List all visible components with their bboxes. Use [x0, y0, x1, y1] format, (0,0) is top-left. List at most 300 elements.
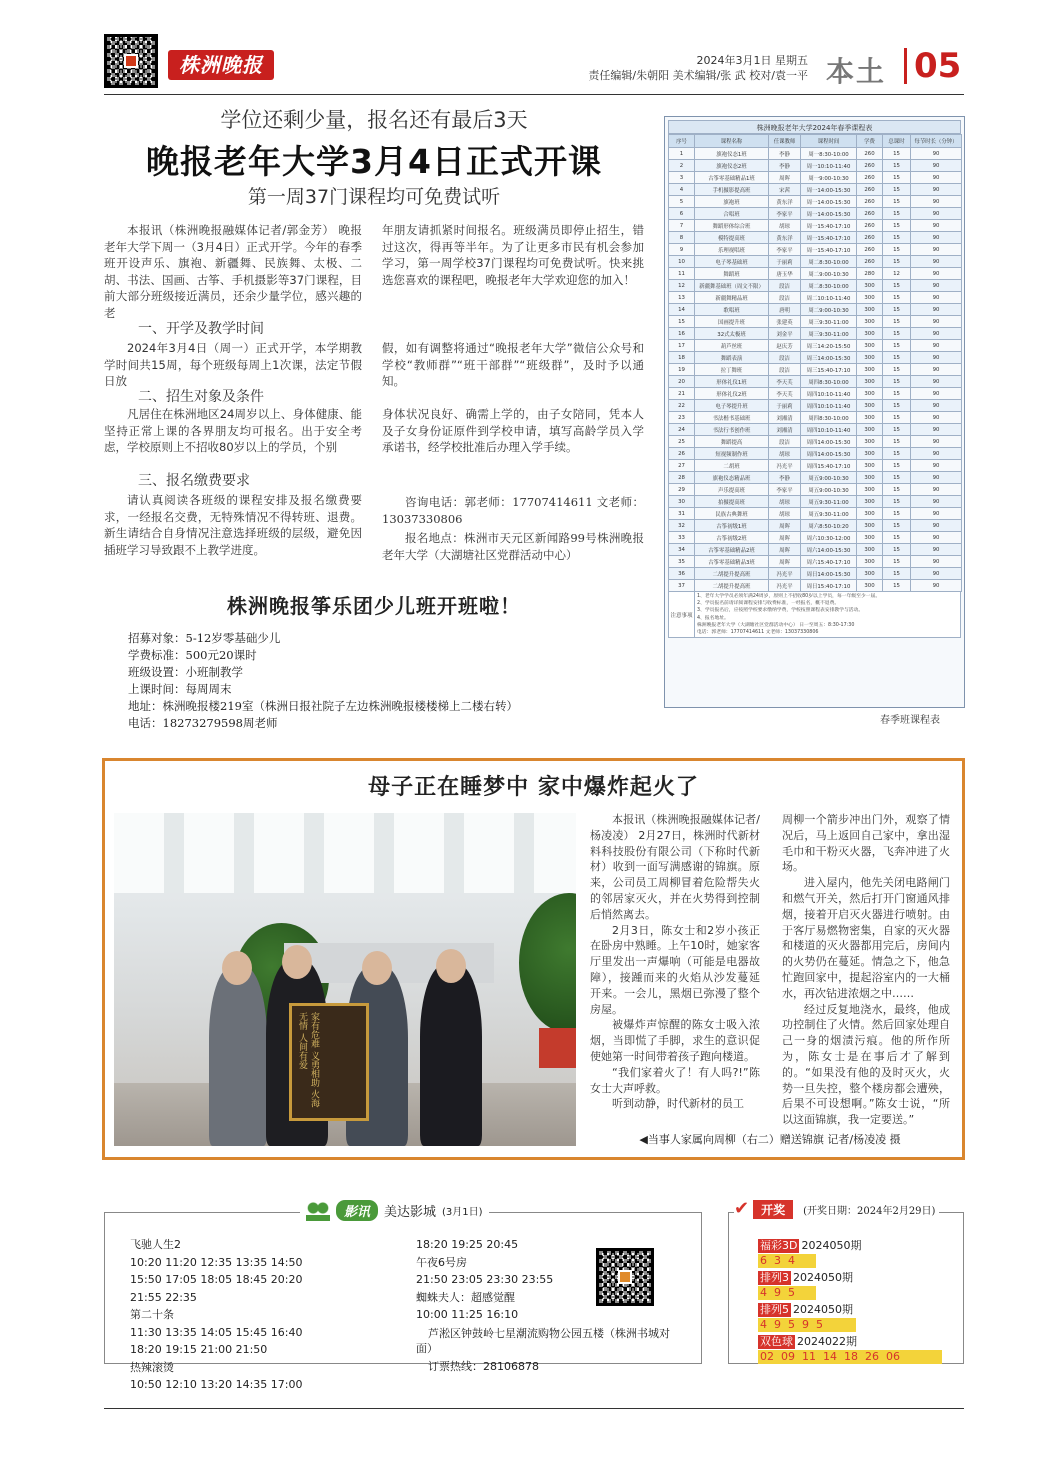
cinema-line: 热辣滚烫 — [130, 1360, 174, 1374]
guzheng-line: 学费标准：500元20课时 — [128, 648, 257, 662]
table-cell: 李家平 — [769, 484, 801, 496]
table-cell: 8 — [669, 232, 695, 244]
table-cell: 37 — [669, 580, 695, 592]
guzheng-line: 电话：18273279598周老师 — [128, 716, 278, 730]
table-row — [669, 388, 962, 400]
footer-rule — [104, 1408, 964, 1409]
intro-right: 年朋友请抓紧时间报名。班级满员即停止招生，错过这次，得再等半年。为了让更多市民有机会参加学习，第一周学校37门课程均可免费试听。快来挑选您喜欢的课程吧，晚报老年大学欢迎您的加入！ — [382, 223, 644, 287]
table-cell: 拍摄提高班 — [695, 496, 769, 508]
table-cell: 29 — [669, 484, 695, 496]
table-row — [669, 544, 962, 556]
table-row — [669, 268, 962, 280]
lottery-numbers: 02 09 11 14 18 26 06 — [758, 1350, 942, 1364]
table-cell: 周晖 — [769, 172, 801, 184]
table-cell: 90 — [911, 544, 962, 556]
table-cell: 10 — [669, 256, 695, 268]
table-cell: 周五9:00-10:30 — [801, 472, 857, 484]
table-cell: 90 — [911, 184, 962, 196]
schedule-note: 电话：郭老师：17707414611 文老师：13037330806 — [697, 630, 819, 636]
photo-head — [436, 949, 466, 983]
table-cell: 黄东洋 — [769, 196, 801, 208]
table-cell: 二胡提升提高班 — [695, 580, 769, 592]
table-cell: 电子琴基础班 — [695, 256, 769, 268]
photo-head — [282, 945, 312, 979]
section1-left: 2024年3月4日（周一）正式开学，本学期教学时间共15周，每个班级每周上1次课，法定节假日放 — [104, 341, 362, 388]
table-cell: 刘湘清 — [769, 424, 801, 436]
table-cell: 合唱班 — [695, 208, 769, 220]
table-cell: 34 — [669, 544, 695, 556]
table-cell: 90 — [911, 568, 962, 580]
story-paragraph: 被爆炸声惊醒的陈女士吸入浓烟，当即慌了手脚，求生的意识促使她第一时间带着孩子跑向楼道。 — [590, 1018, 760, 1063]
table-cell: 15 — [883, 484, 911, 496]
table-row — [669, 508, 962, 520]
table-cell: 300 — [857, 316, 883, 328]
table-cell: 宋茜 — [769, 184, 801, 196]
table-cell: 90 — [911, 508, 962, 520]
table-cell: 胡琼 — [769, 448, 801, 460]
table-cell: 胡琼 — [769, 220, 801, 232]
table-cell: 周二9:00-10:30 — [801, 304, 857, 316]
cinema-col2 — [416, 1236, 553, 1324]
table-cell: 5 — [669, 196, 695, 208]
table-cell: 21 — [669, 388, 695, 400]
table-cell: 90 — [911, 484, 962, 496]
photo-silk-banner — [289, 1003, 369, 1121]
table-cell: 36 — [669, 568, 695, 580]
table-cell: 15 — [883, 184, 911, 196]
cinema-line: 11:30 13:35 14:05 15:45 16:40 — [130, 1325, 303, 1339]
table-cell: 300 — [857, 460, 883, 472]
table-cell: 2 — [669, 160, 695, 172]
table-cell: 90 — [911, 244, 962, 256]
table-cell: 300 — [857, 340, 883, 352]
table-cell: 周一9:00-10:30 — [801, 172, 857, 184]
header-rule — [104, 94, 964, 95]
schedule-header-cell: 每节时长（分钟） — [911, 135, 962, 148]
table-cell: 300 — [857, 520, 883, 532]
table-cell: 300 — [857, 280, 883, 292]
table-row — [669, 160, 962, 172]
table-cell: 15 — [883, 400, 911, 412]
article-kicker: 学位还剩少量，报名还有最后3天 — [220, 108, 528, 132]
cinema-line: 18:20 19:25 20:45 — [416, 1238, 519, 1251]
table-cell: 90 — [911, 232, 962, 244]
table-cell: 旗袍班 — [695, 196, 769, 208]
photo-banner-text: 家有危难 义勇相助 火海无情 人间有爱 — [297, 1012, 319, 1108]
lottery-period: 2024050期 — [793, 1271, 853, 1284]
table-row — [669, 496, 962, 508]
table-row — [669, 148, 962, 160]
table-cell: 300 — [857, 292, 883, 304]
table-cell: 23 — [669, 412, 695, 424]
table-row — [669, 292, 962, 304]
lottery-name: 双色球 — [760, 1335, 793, 1348]
table-cell: 15 — [883, 424, 911, 436]
table-cell: 冯光平 — [769, 568, 801, 580]
masthead-logo: 株洲晚报 — [168, 50, 274, 80]
table-cell: 15 — [883, 208, 911, 220]
table-cell: 周三14:00-15:30 — [801, 352, 857, 364]
section1-title: 一、开学及教学时间 — [138, 321, 264, 337]
lottery-numbers: 4 9 5 9 5 — [758, 1318, 856, 1332]
table-cell: 90 — [911, 532, 962, 544]
table-cell: 胡琼 — [769, 496, 801, 508]
table-cell: 旗袍仪态1班 — [695, 148, 769, 160]
table-cell: 冯光平 — [769, 460, 801, 472]
story-paragraph: 2月3日，陈女士和2岁小孩正在卧房中熟睡。上午10时，她家客厅里发出一声爆响（可能是电器故障），接踵而来的火焰从沙发蔓延开来。一会儿，黑烟已弥漫了整个房屋。 — [590, 923, 760, 1016]
table-cell: 15 — [883, 244, 911, 256]
lottery-period: 2024050期 — [793, 1303, 853, 1316]
cinema-line: 10:00 11:25 16:10 — [416, 1308, 519, 1321]
section1-right: 假，如有调整将通过“晚报老年大学”微信公众号和学校“教师群”“班干部群”“班级群”，及时予以通知。 — [382, 341, 644, 388]
table-row — [669, 436, 962, 448]
table-row — [669, 412, 962, 424]
signup-address: 报名地点：株洲市天元区新闻路99号株洲晚报老年大学（大湖塘社区党群活动中心） — [382, 531, 644, 562]
lottery-numbers: 4 9 5 — [758, 1286, 816, 1300]
table-cell: 舞蹈提高 — [695, 436, 769, 448]
table-cell: 300 — [857, 508, 883, 520]
table-row — [669, 424, 962, 436]
story-paragraph: “我们家着火了！有人吗?!”陈女士大声呼救。 — [590, 1065, 760, 1095]
story-paragraph: 本报讯（株洲晚报融媒体记者/杨凌凌） 2月27日，株洲时代新材料科技股份有限公司（下称时代新材）收到一面写满感谢的锦旗。原来，公司员工周柳冒着危险帮失火的邻居家灭火，并在火势得到控制后悄然离去。 — [590, 813, 760, 921]
table-cell: 古筝零基础精品1班 — [695, 172, 769, 184]
table-cell: 90 — [911, 556, 962, 568]
table-cell: 30 — [669, 496, 695, 508]
header-qr-code[interactable] — [104, 34, 158, 88]
table-row — [669, 256, 962, 268]
table-cell: 18 — [669, 352, 695, 364]
table-cell: 90 — [911, 160, 962, 172]
table-cell: 15 — [883, 520, 911, 532]
table-cell: 15 — [883, 532, 911, 544]
table-cell: 17 — [669, 340, 695, 352]
table-cell: 90 — [911, 448, 962, 460]
table-cell: 260 — [857, 196, 883, 208]
table-cell: 周四10:10-11:40 — [801, 400, 857, 412]
table-cell: 15 — [883, 472, 911, 484]
schedule-header-row — [669, 135, 962, 148]
story-paragraph: 进入屋内，他先关闭电路闸门和燃气开关，然后打开门窗通风排烟，接着开启灭火器进行喷射。由于客厅易燃物密集，自家的灭火器和楼道的灭火器都用完后，房间内的火势仍在蔓延。情急之下，他急忙跑回家中，提起浴室内的一大桶水，再次钻进浓烟之中…… — [782, 876, 950, 1000]
table-cell: 唐玉华 — [769, 268, 801, 280]
table-cell: 300 — [857, 400, 883, 412]
table-row — [669, 304, 962, 316]
lottery-item — [758, 1238, 948, 1268]
table-cell: 33 — [669, 532, 695, 544]
table-cell: 15 — [883, 412, 911, 424]
table-row — [669, 364, 962, 376]
table-cell: 周一14:00-15:30 — [801, 184, 857, 196]
table-cell: 唐明 — [769, 304, 801, 316]
table-cell: 15 — [883, 220, 911, 232]
table-cell: 冯光平 — [769, 580, 801, 592]
schedule-header-cell: 学费 — [857, 135, 883, 148]
schedule-note: 4、报名地址。 — [697, 615, 729, 621]
table-cell: 拉丁舞班 — [695, 364, 769, 376]
table-cell: 于丽莉 — [769, 256, 801, 268]
table-cell: 周六15:40-17:10 — [801, 556, 857, 568]
table-cell: 35 — [669, 556, 695, 568]
table-cell: 李家平 — [769, 208, 801, 220]
schedule-note: 2、学员报名前请详阅课程安排与收费标准，一经报名，概不退费。 — [697, 601, 840, 607]
table-cell: 周一8:30-10:00 — [801, 148, 857, 160]
table-cell: 260 — [857, 232, 883, 244]
table-cell: 300 — [857, 304, 883, 316]
table-cell: 李静 — [769, 148, 801, 160]
photo-person — [209, 966, 267, 1146]
table-cell: 周一15:40-17:10 — [801, 232, 857, 244]
table-cell: 书法行书创作班 — [695, 424, 769, 436]
table-cell: 短视频制作班 — [695, 448, 769, 460]
photo-pot — [539, 1028, 576, 1068]
table-cell: 周四8:30-10:00 — [801, 376, 857, 388]
table-cell: 260 — [857, 160, 883, 172]
lottery-name: 排列5 — [760, 1303, 789, 1316]
table-row — [669, 400, 962, 412]
table-cell: 葫芦丝班 — [695, 340, 769, 352]
table-cell: 32式太极班 — [695, 328, 769, 340]
table-cell: 90 — [911, 388, 962, 400]
photo-head — [222, 951, 252, 985]
cinema-line: 第二十条 — [130, 1308, 174, 1321]
table-cell: 周日14:00-15:30 — [801, 568, 857, 580]
table-cell: 周六14:00-15:30 — [801, 544, 857, 556]
schedule-header-cell: 课程名称 — [695, 135, 769, 148]
table-cell: 15 — [883, 232, 911, 244]
table-row — [669, 376, 962, 388]
table-cell: 300 — [857, 556, 883, 568]
table-cell: 15 — [883, 172, 911, 184]
table-cell: 90 — [911, 376, 962, 388]
table-cell: 15 — [883, 436, 911, 448]
table-cell: 于丽莉 — [769, 400, 801, 412]
table-row — [669, 556, 962, 568]
table-cell: 15 — [883, 196, 911, 208]
table-row — [669, 184, 962, 196]
cinema-date: (3月1日) — [442, 1207, 483, 1218]
schedule-header-cell: 任课教师 — [769, 135, 801, 148]
cinema-name: 美达影城 — [384, 1205, 437, 1220]
table-cell: 段洁 — [769, 436, 801, 448]
table-cell: 古筝初级2班 — [695, 532, 769, 544]
guzheng-line: 招募对象：5-12岁零基础少儿 — [128, 631, 281, 645]
table-cell: 周晖 — [769, 520, 801, 532]
table-cell: 15 — [883, 160, 911, 172]
table-cell: 24 — [669, 424, 695, 436]
checkmark-icon: ✔ — [734, 1198, 750, 1219]
table-cell: 90 — [911, 472, 962, 484]
table-cell: 新疆舞基础班（周文不限） — [695, 280, 769, 292]
table-cell: 新疆舞精品班 — [695, 292, 769, 304]
table-cell: 手机摄影提高班 — [695, 184, 769, 196]
cinema-line: 蜘蛛夫人：超感觉醒 — [416, 1290, 515, 1304]
table-cell: 300 — [857, 364, 883, 376]
table-cell: 260 — [857, 148, 883, 160]
table-cell: 周晖 — [769, 532, 801, 544]
table-cell: 90 — [911, 328, 962, 340]
cinema-badge: 影讯 — [336, 1200, 378, 1221]
table-cell: 300 — [857, 328, 883, 340]
section3-title: 三、报名缴费要求 — [138, 473, 250, 489]
table-cell: 电子琴提升班 — [695, 400, 769, 412]
table-cell: 周一14:00-15:30 — [801, 208, 857, 220]
table-row — [669, 316, 962, 328]
cinema-line: 10:50 12:10 13:20 14:35 17:00 — [130, 1378, 303, 1391]
table-cell: 周一15:40-17:10 — [801, 220, 857, 232]
table-cell: 李家平 — [769, 244, 801, 256]
story-paragraph: 周柳一个箭步冲出门外，观察了情况后，马上返回自己家中，拿出湿毛巾和干粉灭火器，飞奔冲进了火场。 — [782, 813, 950, 874]
table-cell: 300 — [857, 484, 883, 496]
table-cell: 模特提高班 — [695, 232, 769, 244]
story-paragraph: 听到动静，时代新材的员工 — [612, 1097, 744, 1111]
table-cell: 90 — [911, 580, 962, 592]
table-cell: 国画提升班 — [695, 316, 769, 328]
table-cell: 周四10:10-11:40 — [801, 424, 857, 436]
table-cell: 300 — [857, 496, 883, 508]
table-cell: 李静 — [769, 472, 801, 484]
table-cell: 260 — [857, 244, 883, 256]
table-cell: 90 — [911, 280, 962, 292]
table-cell: 90 — [911, 292, 962, 304]
cinema-line: 午夜6号房 — [416, 1255, 467, 1269]
table-cell: 300 — [857, 424, 883, 436]
schedule-note: 1、老年大学学员必须年满24周岁，原则上不招收80岁以上学员，每一年级至少一届。 — [697, 594, 881, 599]
table-cell: 周五9:00-10:30 — [801, 484, 857, 496]
photo-ceiling-lights — [114, 813, 576, 893]
table-cell: 7 — [669, 220, 695, 232]
article-subhead: 第一周37门课程均可免费试听 — [247, 186, 501, 208]
article-headline: 晚报老年大学3月4日正式开课 — [146, 142, 602, 181]
table-row — [669, 328, 962, 340]
table-cell: 90 — [911, 256, 962, 268]
table-cell: 周三9:30-11:00 — [801, 316, 857, 328]
table-cell: 李天芙 — [769, 376, 801, 388]
table-cell: 周四14:00-15:30 — [801, 436, 857, 448]
table-row — [669, 580, 962, 592]
contact-phone: 咨询电话：郭老师：17707414611 文老师：13037330806 — [382, 495, 644, 526]
lottery-badge: 开奖 — [753, 1200, 793, 1219]
table-row — [669, 484, 962, 496]
table-cell: 李天芙 — [769, 388, 801, 400]
table-cell: 300 — [857, 544, 883, 556]
table-cell: 15 — [883, 544, 911, 556]
table-cell: 90 — [911, 208, 962, 220]
table-row — [669, 520, 962, 532]
table-cell: 乐理视唱班 — [695, 244, 769, 256]
table-cell: 二胡提升提高班 — [695, 568, 769, 580]
lottery-name: 排列3 — [760, 1271, 789, 1284]
lottery-header — [734, 1199, 939, 1219]
section2-left: 凡居住在株洲地区24周岁以上、身体健康、能坚持正常上课的各界朋友均可报名。出于安全考虑，学校原则上不招收80岁以上的学员，个别 — [104, 407, 362, 454]
table-cell: 11 — [669, 268, 695, 280]
lottery-numbers: 6 3 4 — [758, 1254, 816, 1268]
photo-head — [362, 951, 392, 985]
schedule-note: 3、学员报名后，应按照学校要求缴纳学费，学校按照课程表安排教学与活动。 — [697, 608, 864, 614]
table-cell: 14 — [669, 304, 695, 316]
table-cell: 300 — [857, 436, 883, 448]
table-cell: 形体礼仪1班 — [695, 376, 769, 388]
table-cell: 90 — [911, 196, 962, 208]
table-cell: 形体礼仪2班 — [695, 388, 769, 400]
table-cell: 15 — [883, 388, 911, 400]
schedule-title: 株洲晚报老年大学2024年春季课程表 — [668, 120, 961, 134]
table-cell: 3 — [669, 172, 695, 184]
table-cell: 15 — [883, 460, 911, 472]
schedule-table-frame — [664, 116, 965, 708]
schedule-header-cell: 课程时间 — [801, 135, 857, 148]
cinema-qr-code[interactable] — [596, 1248, 654, 1306]
table-cell: 280 — [857, 268, 883, 280]
table-cell: 300 — [857, 580, 883, 592]
table-cell: 古筝零基础精品2班 — [695, 544, 769, 556]
table-cell: 刘湘清 — [769, 412, 801, 424]
schedule-notes — [668, 592, 961, 638]
table-cell: 15 — [883, 328, 911, 340]
table-row — [669, 340, 962, 352]
table-cell: 古筝零基础精品3班 — [695, 556, 769, 568]
award-photo — [114, 813, 576, 1146]
table-cell: 周四8:30-10:00 — [801, 412, 857, 424]
table-cell: 90 — [911, 352, 962, 364]
schedule-caption: 春季班课程表 — [880, 715, 940, 726]
cinema-header — [300, 1200, 489, 1221]
table-cell: 赵庆芳 — [769, 340, 801, 352]
table-cell: 周三15:40-17:10 — [801, 364, 857, 376]
table-cell: 90 — [911, 220, 962, 232]
lottery-item — [758, 1334, 948, 1364]
cinema-col1 — [130, 1236, 303, 1394]
table-cell: 周四15:40-17:10 — [801, 460, 857, 472]
table-cell: 周三14:20-15:50 — [801, 340, 857, 352]
table-cell: 20 — [669, 376, 695, 388]
table-cell: 周五9:30-11:00 — [801, 496, 857, 508]
table-cell: 周六10:30-12:00 — [801, 532, 857, 544]
table-cell: 90 — [911, 316, 962, 328]
lottery-date: (开奖日期：2024年2月29日) — [803, 1205, 936, 1217]
header-editors: 责任编辑/朱朝阳 美术编辑/张 武 校对/袁一平 — [588, 69, 808, 82]
section3-left: 请认真阅读各班级的课程安排及报名缴费要求，一经报名交费，无特殊情况不得转班、退费。新生请结合自身情况注意选择班级的层级，避免因插班学习导致跟不上教学进度。 — [104, 493, 362, 557]
table-cell: 15 — [883, 580, 911, 592]
schedule-header-cell: 总课时 — [883, 135, 911, 148]
table-cell: 300 — [857, 472, 883, 484]
fire-story-col1 — [590, 812, 760, 1112]
schedule-table — [668, 134, 962, 592]
section-name: 本土 — [826, 55, 887, 88]
table-cell: 周五9:30-11:00 — [801, 508, 857, 520]
table-cell: 15 — [883, 508, 911, 520]
fire-story-headline: 母子正在睡梦中 家中爆炸起火了 — [368, 774, 699, 800]
cinema-line: 10:20 11:20 12:35 13:35 14:50 — [130, 1255, 303, 1269]
table-cell: 段洁 — [769, 364, 801, 376]
table-cell: 260 — [857, 220, 883, 232]
lottery-item — [758, 1302, 948, 1332]
section2-right: 身体状况良好、确需上学的，由子女陪同，凭本人及子女身份证原件到学校申请，填写高龄学员入学承诺书，经学校批准后办理入学手续。 — [382, 407, 644, 454]
table-cell: 1 — [669, 148, 695, 160]
table-cell: 15 — [883, 568, 911, 580]
table-cell: 90 — [911, 460, 962, 472]
table-cell: 声乐提高班 — [695, 484, 769, 496]
table-cell: 13 — [669, 292, 695, 304]
cinema-line: 15:50 17:05 18:05 18:45 20:20 — [130, 1273, 303, 1286]
table-cell: 周日15:40-17:10 — [801, 580, 857, 592]
table-cell: 旗袍仪态2班 — [695, 160, 769, 172]
table-cell: 300 — [857, 532, 883, 544]
table-cell: 15 — [883, 448, 911, 460]
table-cell: 舞蹈形体综合班 — [695, 220, 769, 232]
lottery-list — [758, 1238, 948, 1364]
table-cell: 9 — [669, 244, 695, 256]
table-cell: 90 — [911, 268, 962, 280]
lottery-item — [758, 1270, 948, 1300]
